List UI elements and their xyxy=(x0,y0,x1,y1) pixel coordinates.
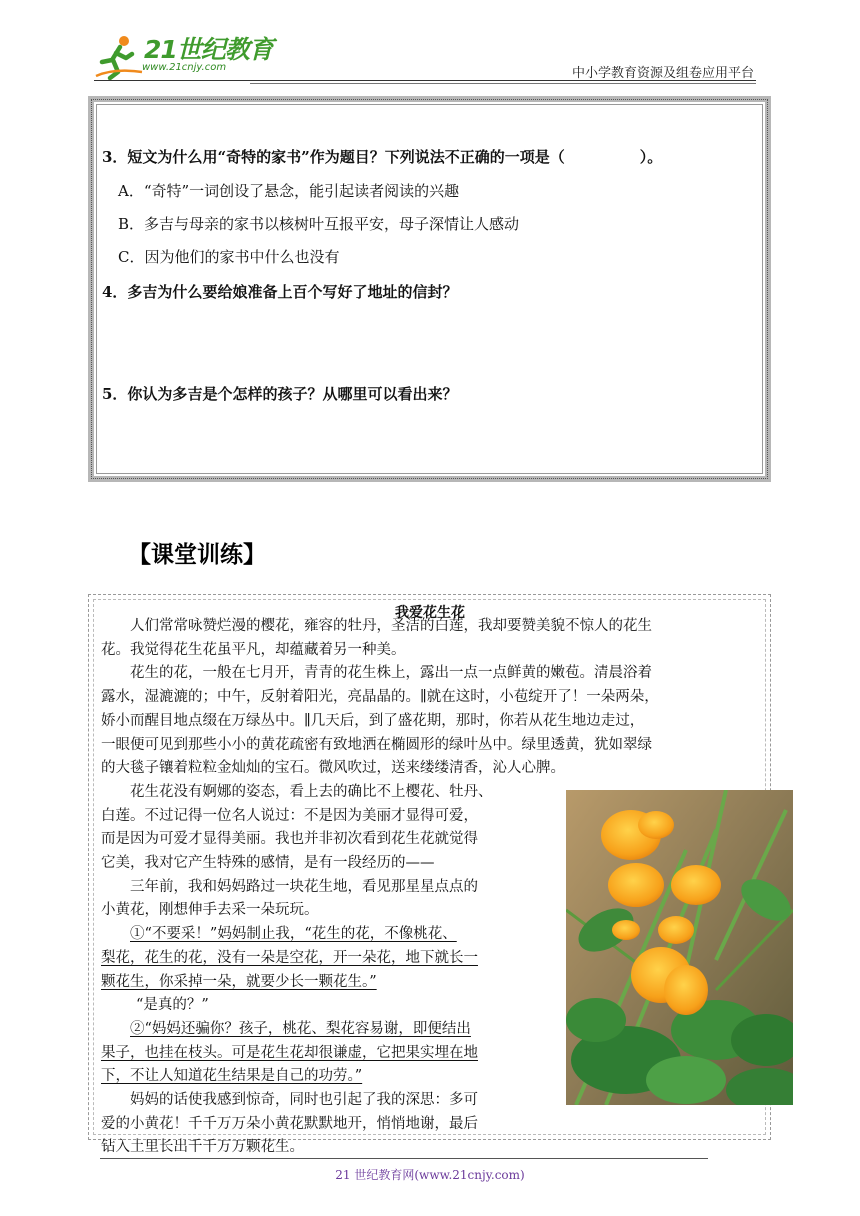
question-4: 4．多吉为什么要给娘准备上百个写好了地址的信封？ xyxy=(102,283,458,301)
passage-title: 我爱花生花 xyxy=(395,605,465,621)
passage-line: 的大毯子镶着粒粒金灿灿的宝石。微风吹过，送来缕缕清香，沁人心脾。 xyxy=(101,760,565,777)
passage-line-underlined: 梨花，花生的花，没有一朵是空花，开一朵花，地下就长一 xyxy=(101,949,478,966)
passage-line: 小黄花，刚想伸手去采一朵玩玩。 xyxy=(101,902,319,919)
passage-line: 花生的花，一般在七月开，青青的花生株上，露出一点一点鲜黄的嫩苞。清晨浴着 xyxy=(130,665,652,682)
passage-line: “是真的？” xyxy=(136,997,209,1014)
question-3-option-c: C．因为他们的家书中什么也没有 xyxy=(118,248,340,266)
platform-name: 中小学教育资源及组卷应用平台 xyxy=(571,66,754,81)
site-logo xyxy=(94,32,273,82)
question-3: 3．短文为什么用“奇特的家书”作为题目？下列说法不正确的一项是（ ）。 xyxy=(102,148,663,166)
passage-line: 露水，湿漉漉的；中午，反射着阳光，亮晶晶的。∥就在这时，小苞绽开了！一朵两朵， xyxy=(101,689,659,706)
logo-wordmark: 21世纪教育 xyxy=(144,35,273,64)
question-3-option-a: A．“奇特”一词创设了悬念，能引起读者阅读的兴趣 xyxy=(118,182,460,200)
passage-line-underlined: 颗花生，你采掉一朵，就要少长一颗花生。” xyxy=(101,973,377,990)
passage-line: 人们常常咏赞烂漫的樱花，雍容的牡丹，圣洁的白莲，我却要赞美貌不惊人的花生 xyxy=(130,618,652,634)
passage-line: 花生花没有婀娜的姿态，看上去的确比不上樱花、牡丹、 xyxy=(130,783,493,800)
header-divider xyxy=(94,80,756,81)
passage-line: 娇小而醒目地点缀在万绿丛中。∥几天后，到了盛花期，那时，你若从花生地边走过， xyxy=(101,712,645,729)
passage-line: 它美，我对它产生特殊的感情，是有一段经历的—— xyxy=(101,855,435,871)
passage-line: 而是因为可爱才显得美丽。我也并非初次看到花生花就觉得 xyxy=(101,831,478,848)
passage-line: 妈妈的话使我感到惊奇，同时也引起了我的深思：多可 xyxy=(130,1092,478,1108)
question-3-option-b: B．多吉与母亲的家书以核树叶互报平安，母子深情让人感动 xyxy=(118,215,520,233)
passage-line: 钻入土里长出千千万万颗花生。 xyxy=(101,1139,304,1156)
runner-logo-icon xyxy=(94,32,146,82)
passage-line: 三年前，我和妈妈路过一块花生地，看见那星星点点的 xyxy=(130,878,478,895)
header-divider-thin xyxy=(250,83,756,84)
passage-line: 花。我觉得花生花虽平凡，却蕴藏着另一种美。 xyxy=(101,641,406,658)
logo-url: www.21cnjy.com xyxy=(142,62,227,73)
peanut-flower-photo xyxy=(566,790,793,1105)
footer-site: 21 世纪教育网(www.21cnjy.com) xyxy=(335,1168,525,1182)
passage-line-underlined: 下，不让人知道花生结果是自己的功劳。” xyxy=(101,1068,363,1085)
passage-line-underlined: 果子，也挂在枝头。可是花生花却很谦虚，它把果实埋在地 xyxy=(101,1044,478,1061)
passage-line: 爱的小黄花！千千万万朵小黄花默默地开，悄悄地谢，最后 xyxy=(101,1115,478,1132)
passage-line: 白莲。不过记得一位名人说过：不是因为美丽才显得可爱， xyxy=(101,807,478,824)
passage-line-underlined: ②“妈妈还骗你？孩子，桃花、梨花容易谢，即便结出 xyxy=(130,1020,471,1037)
passage-line-underlined: ①“不要采！”妈妈制止我，“花生的花，不像桃花、 xyxy=(130,926,457,943)
passage-line: 一眼便可见到那些小小的黄花疏密有致地洒在椭圆形的绿叶丛中。绿里透黄，犹如翠绿 xyxy=(101,736,652,753)
section-title: 【课堂训练】 xyxy=(128,542,266,568)
question-5: 5．你认为多吉是个怎样的孩子？从哪里可以看出来？ xyxy=(102,385,458,403)
